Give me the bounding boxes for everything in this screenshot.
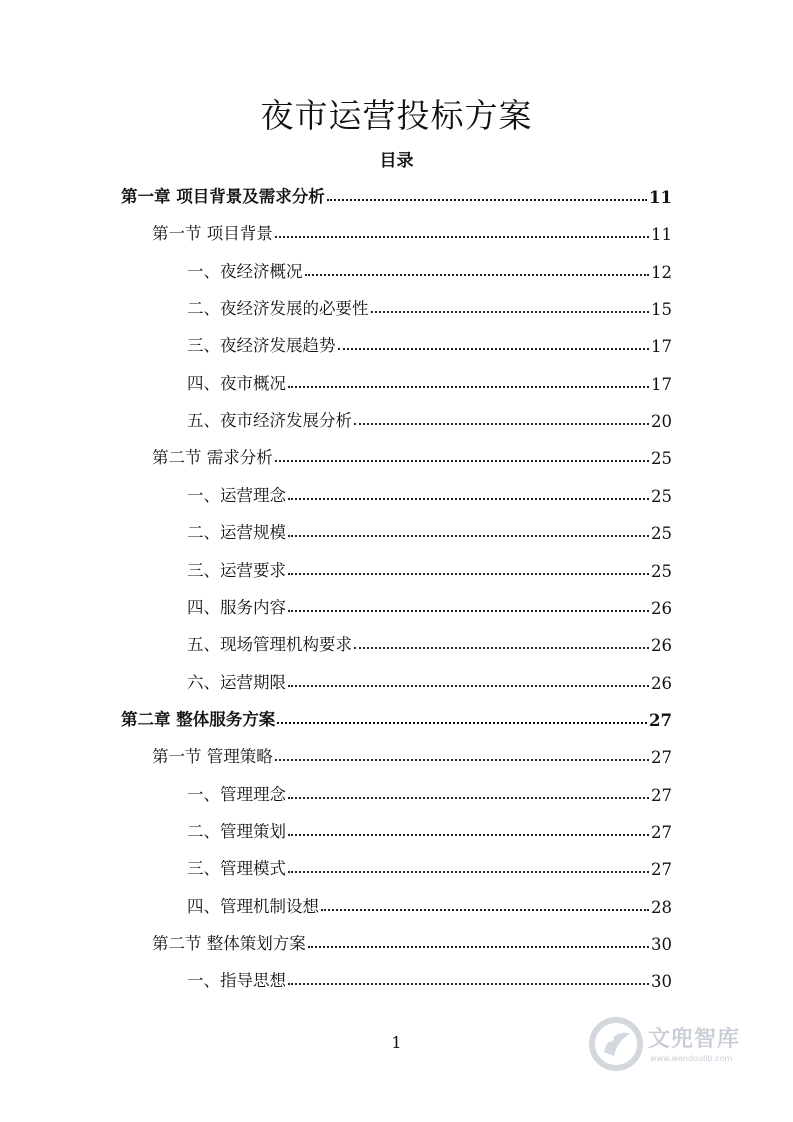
toc-entry-page: 27	[649, 710, 672, 730]
toc-entry-page: 27	[651, 785, 672, 805]
toc-entry[interactable]	[187, 293, 672, 319]
toc-entry-label: 第二章 整体服务方案	[121, 709, 276, 729]
toc-entry[interactable]	[187, 405, 672, 431]
page-number: 1	[391, 1033, 402, 1052]
toc-entry-page: 26	[651, 673, 672, 693]
toc-entry-page: 25	[651, 561, 672, 581]
toc-leader-dots	[338, 347, 650, 350]
toc-leader-dots	[308, 945, 649, 948]
toc-entry-page: 27	[651, 748, 672, 768]
toc-entry[interactable]	[187, 368, 672, 394]
toc-entry-page: 27	[651, 860, 672, 880]
toc-entry[interactable]	[187, 517, 672, 543]
toc-entry-label: 第二节 需求分析	[152, 448, 273, 468]
toc-leader-dots	[288, 684, 649, 687]
toc-entry-label: 二、管理策划	[187, 821, 286, 841]
toc-entry-label: 四、夜市概况	[187, 373, 286, 393]
toc-leader-dots	[288, 870, 649, 873]
toc-entry-label: 第一章 项目背景及需求分析	[121, 187, 325, 206]
toc-entry[interactable]	[121, 181, 672, 207]
toc-entry-page: 27	[651, 822, 672, 842]
toc-leader-dots	[288, 796, 649, 799]
toc-entry-label: 第一节 项目背景	[152, 224, 273, 244]
toc-entry-label: 五、现场管理机构要求	[187, 635, 352, 655]
toc-entry-page: 25	[651, 524, 672, 544]
toc-leader-dots	[288, 385, 649, 388]
toc-leader-dots	[354, 646, 649, 649]
toc-entry-label: 二、运营规模	[187, 523, 286, 543]
toc-entry-page: 30	[651, 935, 672, 954]
toc-entry-page: 12	[651, 262, 672, 282]
toc-entry-label: 三、管理模式	[187, 859, 286, 879]
toc-entry[interactable]	[187, 592, 672, 618]
toc-leader-dots	[321, 908, 649, 911]
toc-entry[interactable]	[187, 330, 672, 356]
toc-entry-page: 26	[651, 636, 672, 656]
toc-entry-label: 六、运营期限	[187, 672, 286, 692]
toc-entry-page: 25	[651, 486, 672, 506]
toc-leader-dots	[277, 721, 647, 724]
toc-leader-dots	[371, 310, 650, 313]
toc-entry[interactable]	[152, 741, 672, 767]
toc-leader-dots	[327, 198, 647, 201]
watermark-text: 文兜智库	[648, 1027, 741, 1052]
toc-entry[interactable]	[187, 256, 672, 282]
toc-leader-dots	[275, 758, 649, 761]
toc-entry-label: 第一节 管理策略	[152, 747, 273, 767]
toc-entry-page: 26	[651, 598, 672, 618]
toc-entry-label: 四、管理机制设想	[187, 896, 319, 916]
document-title: 夜市运营投标方案	[260, 96, 533, 135]
toc-leader-dots	[288, 982, 649, 985]
toc-entry[interactable]	[187, 629, 672, 655]
toc-entry[interactable]	[187, 816, 672, 842]
toc-leader-dots	[288, 609, 649, 612]
toc-entry-label: 一、指导思想	[187, 971, 286, 991]
toc-leader-dots	[354, 422, 649, 425]
toc-entry[interactable]	[187, 853, 672, 879]
watermark	[588, 1016, 758, 1074]
toc-entry-label: 三、运营要求	[187, 560, 286, 580]
toc-entry[interactable]	[187, 480, 672, 506]
toc-entry-label: 一、管理理念	[187, 784, 286, 804]
toc-entry-page: 30	[651, 972, 672, 992]
toc-entry[interactable]	[152, 218, 672, 244]
toc-leader-dots	[288, 497, 649, 500]
toc-entry-page: 20	[651, 412, 672, 432]
toc-entry[interactable]	[152, 442, 672, 468]
watermark-url: www.wendoulib.com	[650, 1054, 733, 1063]
toc-heading: 目录	[379, 151, 414, 171]
toc-entry-page: 25	[651, 449, 672, 469]
logo-icon	[588, 1016, 644, 1072]
toc-leader-dots	[275, 459, 649, 462]
toc-entry[interactable]	[152, 928, 672, 954]
toc-entry-label: 四、服务内容	[187, 597, 286, 617]
toc-entry-page: 11	[649, 188, 672, 207]
toc-entry[interactable]	[187, 667, 672, 693]
toc-entry[interactable]	[187, 779, 672, 805]
toc-entry-page: 17	[651, 337, 672, 357]
toc-entry-label: 一、夜经济概况	[187, 261, 303, 281]
toc-leader-dots	[288, 534, 649, 537]
toc-entry-label: 二、夜经济发展的必要性	[187, 299, 369, 319]
toc-entry[interactable]	[121, 704, 672, 730]
toc-entry-page: 28	[651, 897, 672, 917]
toc-leader-dots	[288, 833, 649, 836]
toc-entry-page: 15	[651, 300, 672, 320]
toc-leader-dots	[305, 273, 650, 276]
toc-entry[interactable]	[187, 891, 672, 917]
toc-entry[interactable]	[187, 965, 672, 991]
toc-entry[interactable]	[187, 555, 672, 581]
toc-entry-page: 17	[651, 374, 672, 394]
toc-entry-label: 第二节 整体策划方案	[152, 934, 306, 953]
toc-entry-label: 三、夜经济发展趋势	[187, 336, 336, 356]
toc-leader-dots	[275, 235, 649, 238]
toc-entry-label: 五、夜市经济发展分析	[187, 411, 352, 431]
toc-entry-label: 一、运营理念	[187, 485, 286, 505]
toc-entry-page: 11	[651, 225, 672, 245]
toc-leader-dots	[288, 572, 649, 575]
